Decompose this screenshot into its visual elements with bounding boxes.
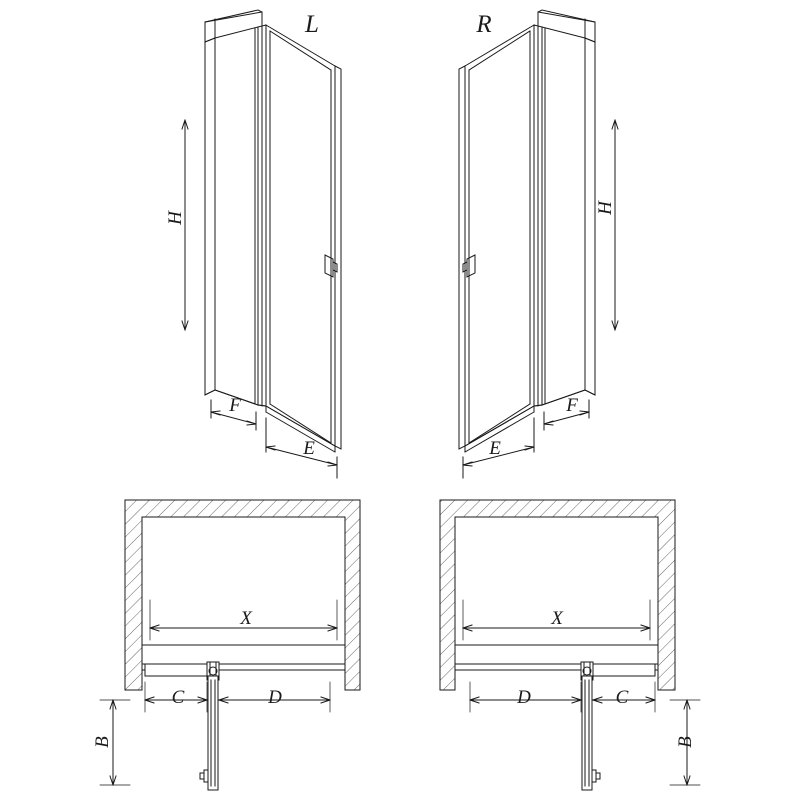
elevation-left-view (182, 10, 341, 478)
label-c-left: C (171, 687, 185, 708)
variant-label-right: R (476, 11, 492, 38)
label-total-width-right: X (551, 608, 563, 629)
label-fixed-left: F (229, 395, 241, 416)
label-c-right: C (615, 687, 629, 708)
plan-right-view (440, 500, 700, 790)
variant-label-left: L (305, 11, 319, 38)
dimension-labels (92, 11, 696, 748)
label-depth-right: B (675, 736, 696, 748)
label-fixed-right: F (566, 395, 578, 416)
label-height-left: H (165, 211, 186, 225)
label-total-width-left: X (240, 608, 252, 629)
label-depth-left: B (92, 736, 113, 748)
label-door-left: E (303, 438, 315, 459)
elevation-right-view (459, 10, 618, 478)
label-height-right: H (595, 201, 616, 215)
label-d-left: D (268, 687, 282, 708)
label-d-right: D (517, 687, 531, 708)
label-door-right: E (489, 438, 501, 459)
plan-left-view (100, 500, 360, 790)
